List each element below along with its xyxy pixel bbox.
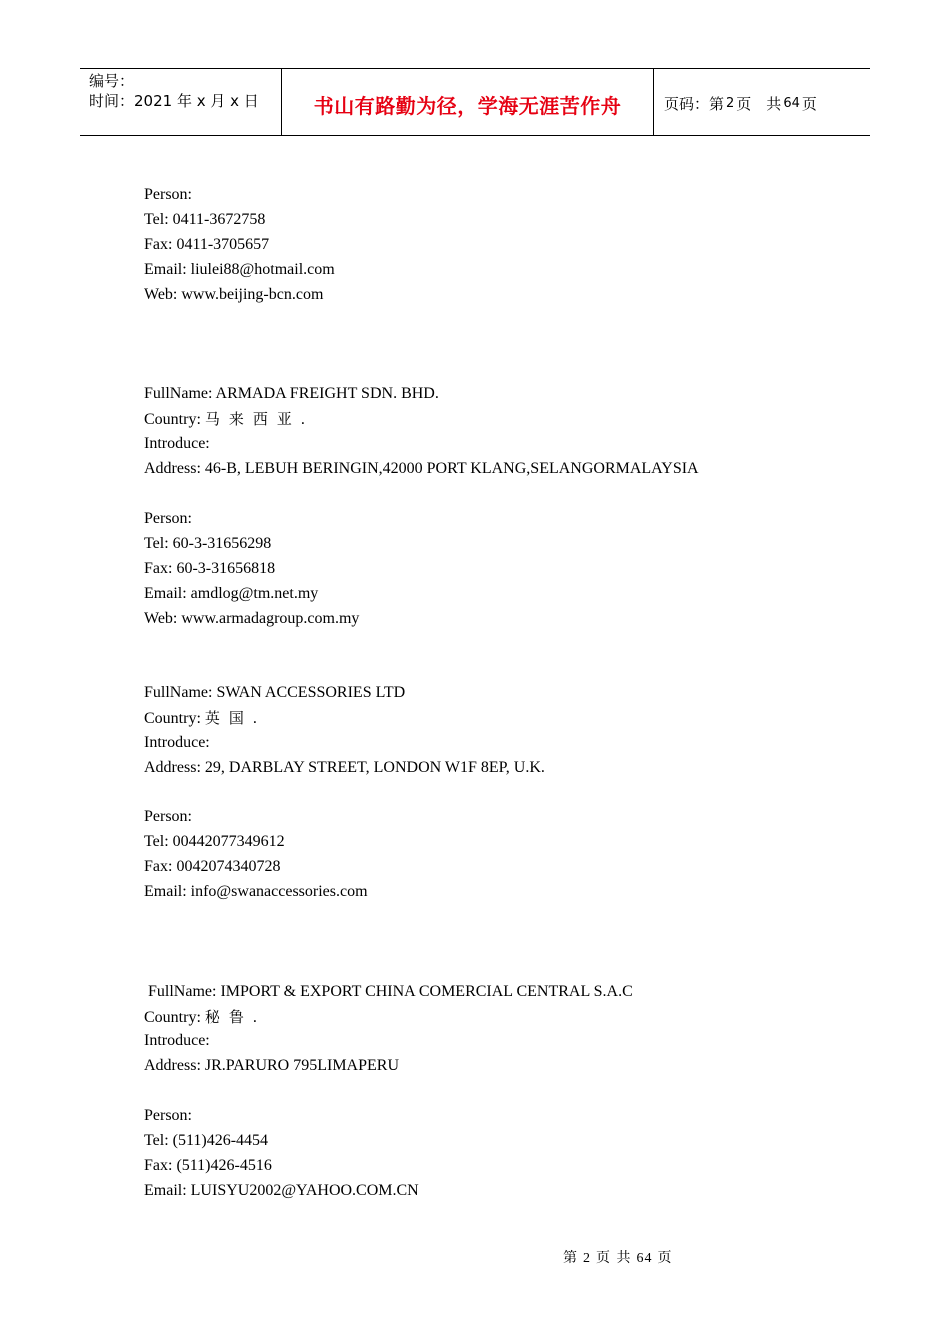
fullname-line: FullName: SWAN ACCESSORIES LTD: [144, 684, 406, 701]
footer-page-total: 64: [636, 1251, 653, 1266]
introduce-line: Introduce:: [144, 1032, 210, 1049]
serial-label: 编号：: [89, 72, 135, 90]
fullname-line: FullName: IMPORT & EXPORT CHINA COMERCIAL CENTRAL S.A.C: [148, 983, 633, 1000]
tel-line: Tel: (511)426-4454: [144, 1132, 269, 1149]
country-value: 马来西亚: [204, 410, 301, 428]
email-line: Email: info@swanaccessories.com: [144, 883, 368, 900]
web-line: Web: www.armadagroup.com.my: [144, 610, 360, 627]
header-page-prefix: 页码：第: [664, 94, 725, 113]
header-page-total: 64: [783, 95, 800, 111]
country-label: Country:: [144, 710, 205, 727]
person-line: Person:: [144, 808, 192, 825]
footer-prefix: 第: [563, 1250, 578, 1266]
footer-mid: 页 共: [596, 1250, 632, 1266]
email-line: Email: LUISYU2002@YAHOO.COM.CN: [144, 1182, 419, 1199]
person-line: Person:: [144, 186, 192, 203]
country-line: [144, 409, 305, 430]
fullname-line: FullName: ARMADA FREIGHT SDN. BHD.: [144, 385, 439, 402]
fax-line: Fax: 0411-3705657: [144, 236, 270, 253]
web-line: Web: www.beijing-bcn.com: [144, 286, 324, 303]
tel-line: Tel: 60-3-31656298: [144, 535, 272, 552]
header-motto-cell: [281, 69, 654, 135]
header-page-current: 2: [726, 95, 735, 111]
address-line: Address: JR.PARURO 795LIMAPERU: [144, 1057, 399, 1074]
header-page-info: [654, 69, 870, 135]
country-end: .: [252, 1009, 257, 1026]
introduce-line: Introduce:: [144, 435, 210, 452]
country-value: 英国: [204, 709, 253, 727]
country-end: .: [300, 411, 305, 428]
email-line: Email: amdlog@tm.net.my: [144, 585, 319, 602]
header-meta: [80, 69, 281, 135]
introduce-line: Introduce:: [144, 734, 210, 751]
header-page-suffix: 页: [801, 94, 817, 113]
time-label: 时间：2021 年 x 月 x 日: [89, 92, 259, 110]
address-line: Address: 29, DARBLAY STREET, LONDON W1F 8EP, U.K.: [144, 759, 545, 776]
country-label: Country:: [144, 411, 205, 428]
header-motto: 书山有路勤为径，学海无涯苦作舟: [313, 93, 622, 118]
address-line: Address: 46-B, LEBUH BERINGIN,42000 PORT KLANG,SELANGORMALAYSIA: [144, 460, 699, 477]
header-page-mid: 页 共: [736, 94, 782, 113]
page-header: [80, 68, 870, 136]
country-end: .: [252, 710, 257, 727]
fax-line: Fax: 60-3-31656818: [144, 560, 276, 577]
person-line: Person:: [144, 1107, 192, 1124]
person-line: Person:: [144, 510, 192, 527]
page-footer: [563, 1247, 672, 1267]
country-line: [144, 1007, 257, 1028]
country-value: 秘鲁: [204, 1008, 253, 1026]
country-label: Country:: [144, 1009, 205, 1026]
email-line: Email: liulei88@hotmail.com: [144, 261, 335, 278]
fax-line: Fax: (511)426-4516: [144, 1157, 272, 1174]
tel-line: Tel: 0411-3672758: [144, 211, 266, 228]
footer-suffix: 页: [657, 1250, 673, 1266]
country-line: [144, 708, 257, 729]
tel-line: Tel: 00442077349612: [144, 833, 285, 850]
fax-line: Fax: 0042074340728: [144, 858, 281, 875]
footer-page-current: 2: [583, 1251, 591, 1266]
